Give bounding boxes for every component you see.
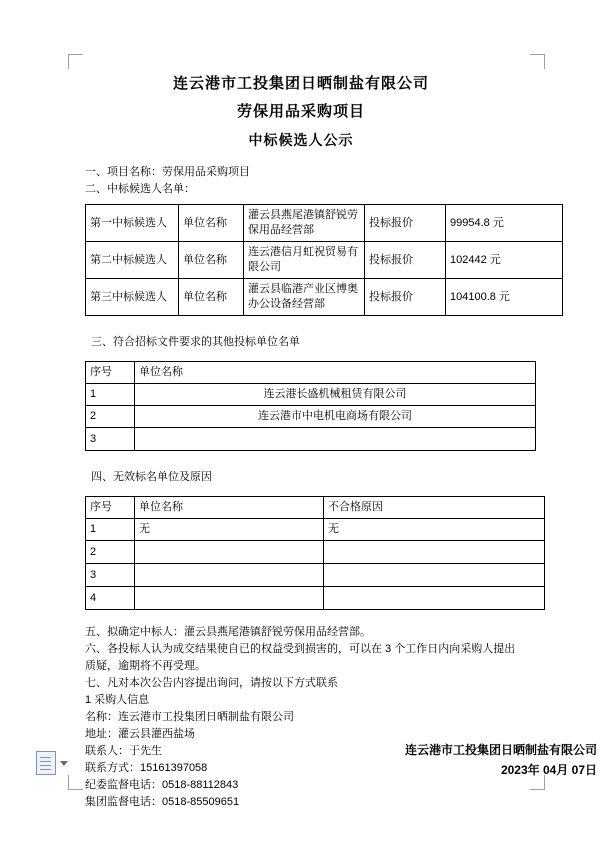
candidate-rank-label: 第二中标候选人: [86, 242, 179, 279]
row-no: 3: [86, 564, 135, 587]
column-header-unit-name: 单位名称: [135, 497, 324, 519]
row-unit-name: 连云港长盛机械租赁有限公司: [135, 384, 536, 406]
candidate-price: 99954.8 元: [446, 205, 563, 242]
table-row: [86, 242, 563, 279]
table-row: [86, 564, 545, 587]
section-6-objection-notice: 六、各投标人认为成交结果使自已的权益受到损害的，可以在 3 个工作日内向采购人提出质疑，逾期将不再受理。: [85, 643, 516, 672]
column-header-reason: 不合格原因: [324, 497, 545, 519]
candidate-price-label: 投标报价: [365, 242, 446, 279]
crop-mark-top-right: [530, 54, 545, 69]
page-title-line2: 劳保用品采购项目: [236, 103, 365, 120]
buyer-phone: 联系方式：15161397058: [85, 762, 208, 774]
row-unit-name: 无: [135, 519, 324, 541]
row-no: 3: [86, 428, 135, 451]
candidate-rank-label: 第三中标候选人: [86, 279, 179, 316]
section-1-project-name: 一、项目名称：劳保用品采购项目: [85, 166, 250, 178]
crop-mark-top-left: [68, 54, 83, 69]
table-row: [86, 541, 545, 564]
page-title-line1: 连云港市工投集团日晒制盐有限公司: [172, 75, 429, 92]
discipline-supervision-phone: 纪委监督电话：0518-88112843: [85, 779, 239, 791]
candidate-unit-name: 灌云县临港产业区博奥办公设备经营部: [244, 279, 365, 316]
table-row: [86, 406, 536, 428]
candidate-price-label: 投标报价: [365, 279, 446, 316]
row-unit-name: [135, 564, 324, 587]
section-4-invalid-bids: 四、无效标名单位及原因: [91, 471, 212, 483]
table-row: [86, 279, 563, 316]
table-row: [86, 384, 536, 406]
candidate-rank-label: 第一中标候选人: [86, 205, 179, 242]
other-bidders-table: [85, 361, 536, 451]
table-row: [86, 205, 563, 242]
table-header-row: [86, 362, 536, 384]
candidate-price-label: 投标报价: [365, 205, 446, 242]
table-header-row: [86, 497, 545, 519]
row-no: 1: [86, 519, 135, 541]
buyer-info-title: 1 采购人信息: [85, 694, 150, 706]
candidate-unit-label: 单位名称: [179, 279, 244, 316]
row-unit-name: [135, 587, 324, 610]
document-body: [85, 70, 517, 811]
column-header-no: 序号: [86, 362, 135, 384]
signature-block: [405, 740, 597, 780]
column-header-no: 序号: [86, 497, 135, 519]
row-no: 1: [86, 384, 135, 406]
candidate-unit-label: 单位名称: [179, 242, 244, 279]
row-reason: [324, 541, 545, 564]
invalid-bids-table: [85, 496, 545, 610]
buyer-address: 地址：灌云县灌西盐场: [85, 728, 195, 740]
candidate-price: 104100.8 元: [446, 279, 563, 316]
table-row: [86, 519, 545, 541]
buyer-name: 名称：连云港市工投集团日晒制盐有限公司: [85, 711, 294, 723]
candidates-table: [85, 204, 563, 316]
row-no: 4: [86, 587, 135, 610]
document-thumbnail-icon: [36, 751, 56, 775]
signature-date: 2023年 04月 07日: [500, 763, 597, 777]
caret-down-icon[interactable]: [60, 761, 68, 766]
candidate-unit-name: 灌云县燕尾港镇舒锐劳保用品经营部: [244, 205, 365, 242]
group-supervision-phone: 集团监督电话：0518-85509651: [85, 796, 240, 808]
page-title-line3: 中标候选人公示: [248, 132, 354, 148]
candidate-unit-label: 单位名称: [179, 205, 244, 242]
candidate-unit-name: 连云港信月虹祝贸易有限公司: [244, 242, 365, 279]
buyer-contact-person: 联系人：于先生: [85, 745, 162, 757]
row-no: 2: [86, 406, 135, 428]
row-unit-name: [135, 541, 324, 564]
section-3-other-bidders: 三、符合招标文件要求的其他投标单位名单: [91, 336, 300, 348]
section-5-intended-winner: 五、拟确定中标人：灌云县燕尾港镇舒锐劳保用品经营部。: [85, 626, 371, 638]
row-reason: [324, 564, 545, 587]
section-7-contact-notice: 七、凡对本次公告内容提出询问，请按以下方式联系: [85, 677, 338, 689]
table-row: [86, 587, 545, 610]
column-header-unit-name: 单位名称: [135, 362, 536, 384]
table-row: [86, 428, 536, 451]
row-unit-name: 连云港市中电机电商场有限公司: [135, 406, 536, 428]
signature-organization: 连云港市工投集团日晒制盐有限公司: [404, 743, 597, 757]
section-2-candidate-list: 二、中标候选人名单：: [85, 183, 195, 195]
row-no: 2: [86, 541, 135, 564]
candidate-price: 102442 元: [446, 242, 563, 279]
row-reason: [324, 587, 545, 610]
row-reason: 无: [324, 519, 545, 541]
row-unit-name: [135, 428, 536, 451]
page-thumbnail-control[interactable]: [36, 748, 72, 778]
